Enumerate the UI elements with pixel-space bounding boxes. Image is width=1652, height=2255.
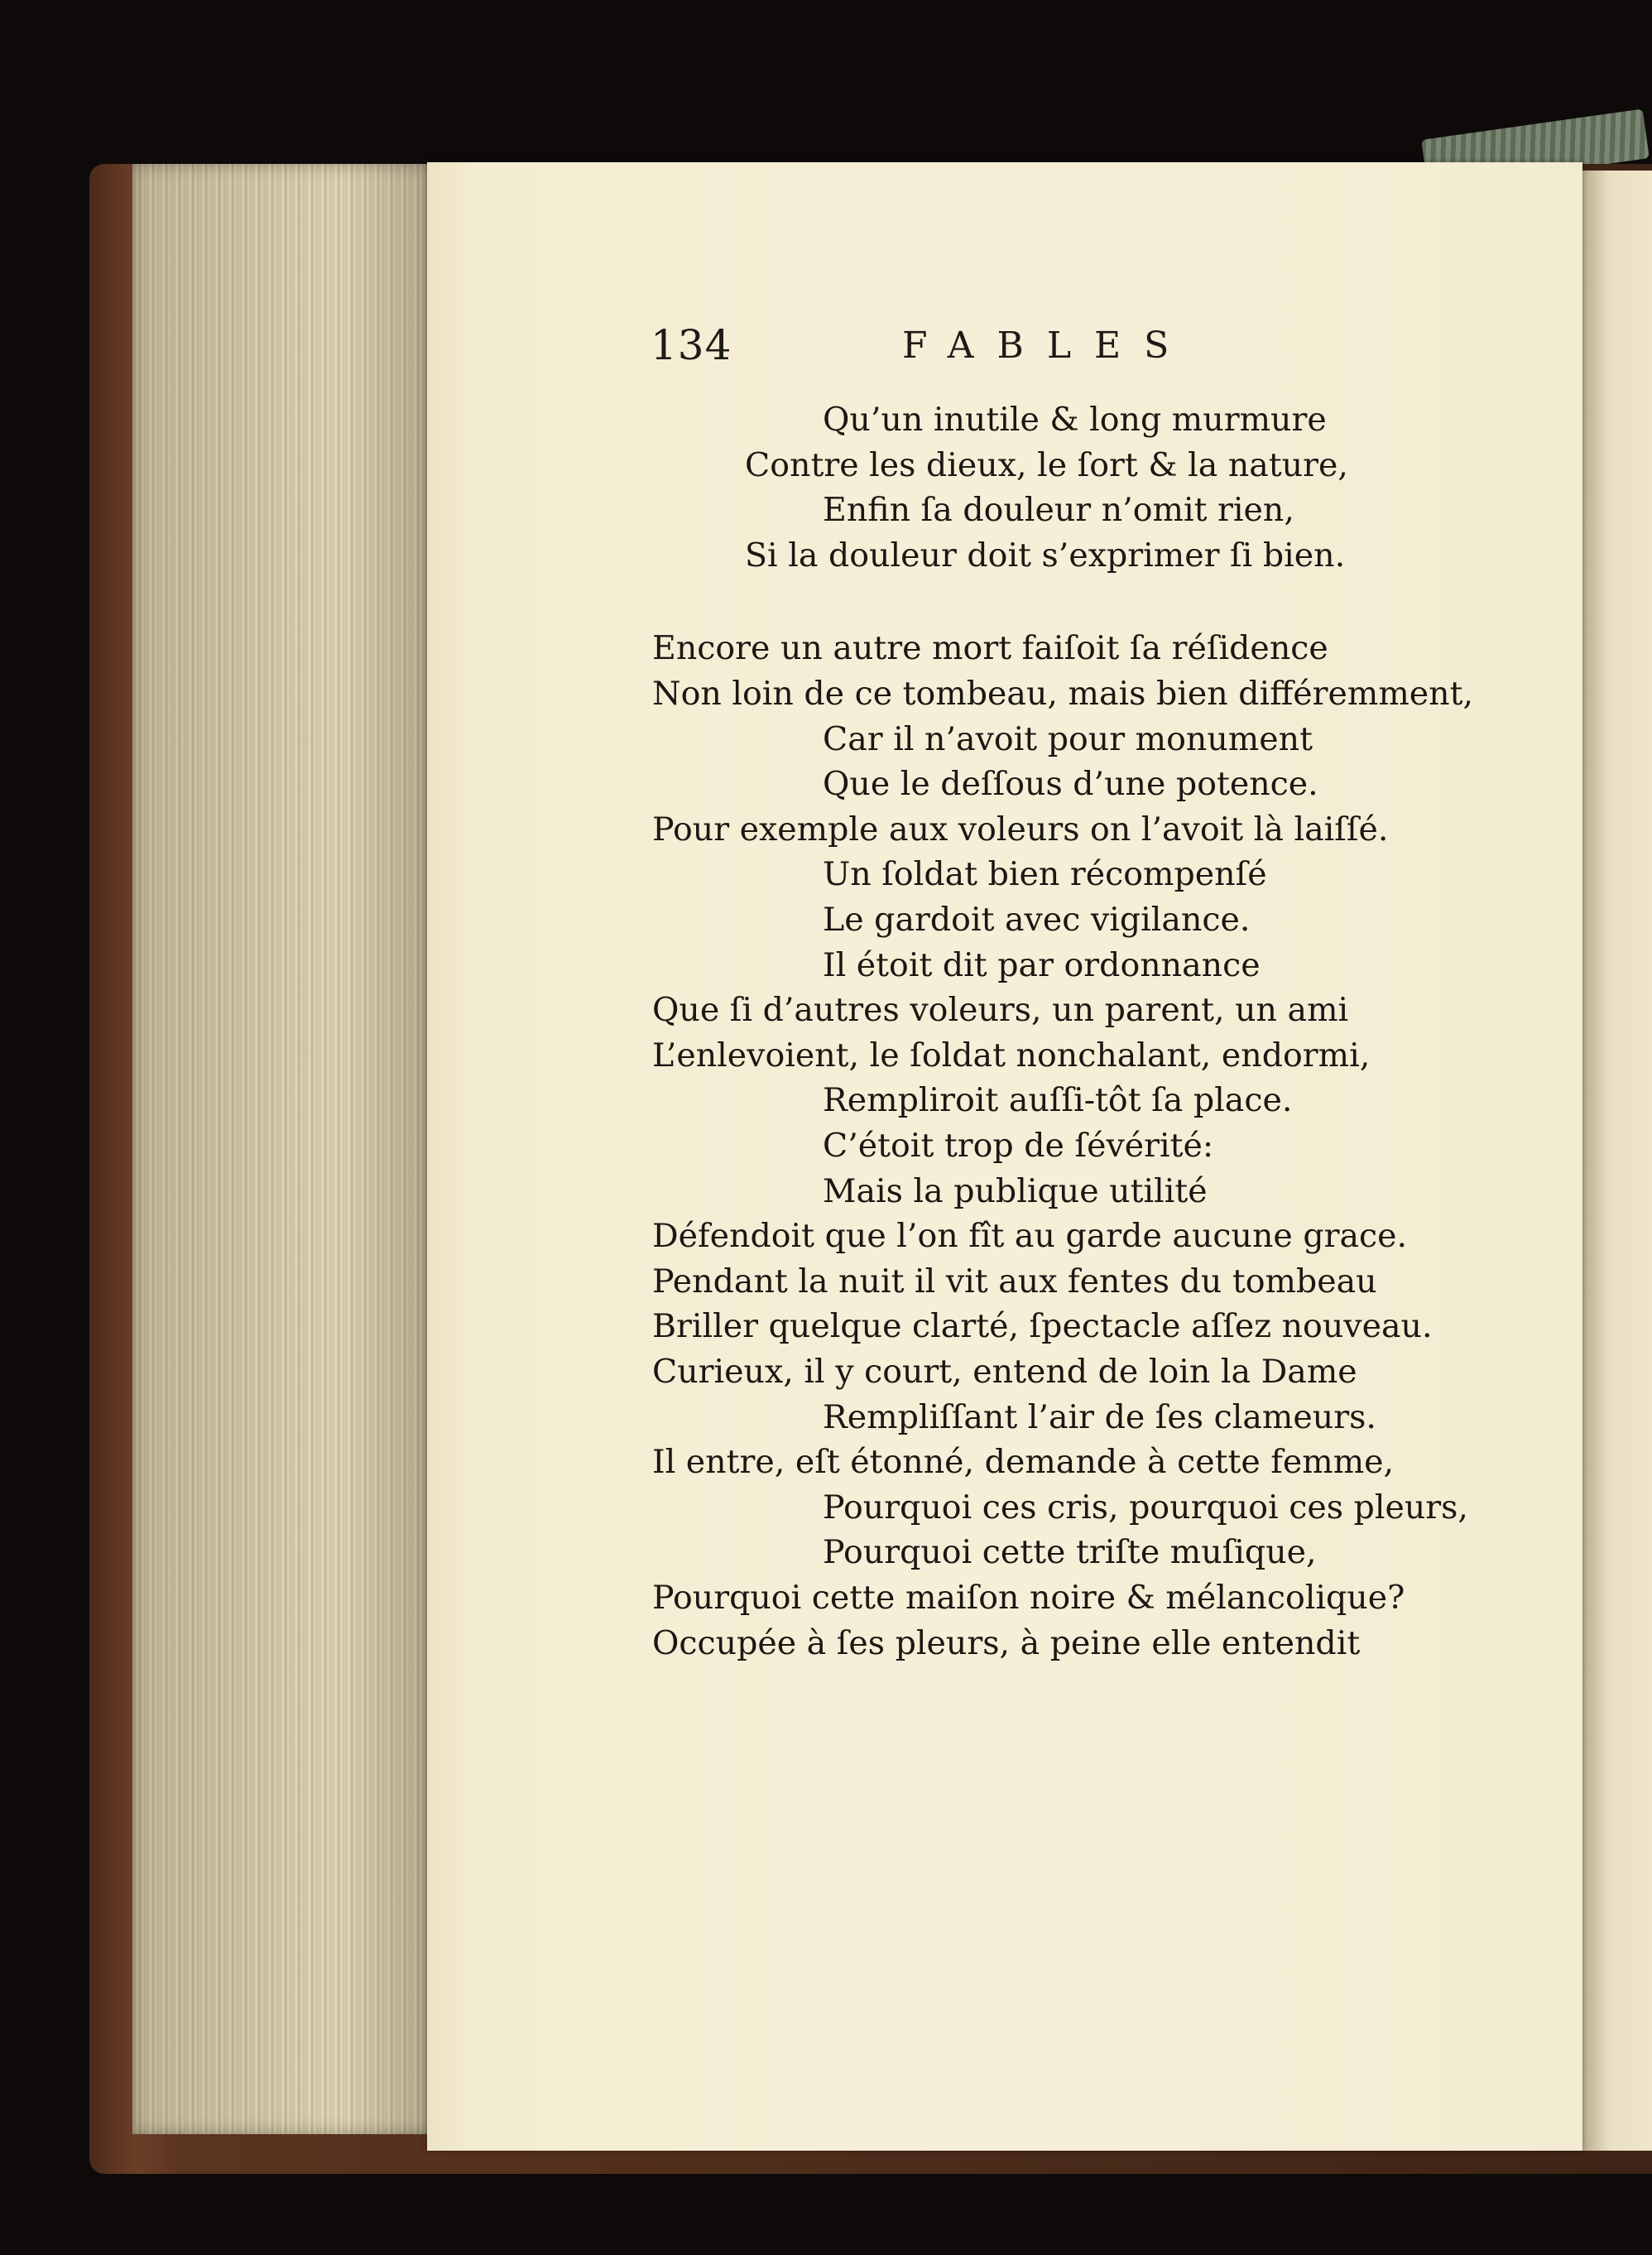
verse-line: Pendant la nuit il vit aux fentes du tombeau <box>652 1262 1377 1301</box>
verse-line: Enfin ſa douleur n’omit rien, <box>823 491 1294 530</box>
verse-line: Contre les dieux, le ſort & la nature, <box>745 445 1348 484</box>
verse-line: Pour exemple aux voleurs on l’avoit là laiſſé. <box>652 810 1389 849</box>
verse-line: Curieux, il y court, entend de loin la Dame <box>652 1353 1357 1391</box>
verse-line: Que ſi d’autres voleurs, un parent, un ami <box>652 991 1349 1030</box>
verse-line: L’enlevoient, le ſoldat nonchalant, endormi, <box>652 1036 1371 1075</box>
verse-line: Rempliroit auſſi-tôt ſa place. <box>823 1081 1293 1120</box>
verse-line: Il étoit dit par ordonnance <box>823 945 1261 984</box>
verse-line: Le gardoit avec vigilance. <box>823 901 1251 939</box>
page-number: 134 <box>651 321 732 369</box>
verse-line: Mais la publique utilité <box>823 1171 1208 1210</box>
verse-line: Un ſoldat bien récompenſé <box>823 855 1267 894</box>
facing-page-edge <box>1582 171 1652 2151</box>
running-title: FABLES <box>902 325 1193 367</box>
verse-line: Que le deſſous d’une potence. <box>823 765 1318 804</box>
verse-line: Qu’un inutile & long murmure <box>823 401 1327 439</box>
verse-line: Il entre, eſt étonné, demande à cette femme, <box>652 1443 1395 1482</box>
page-header <box>0 321 1652 379</box>
verse-line: Briller quelque clarté, ſpectacle aſſez nouveau. <box>652 1307 1433 1346</box>
verse-line: Rempliſſant l’air de ſes clameurs. <box>823 1397 1376 1436</box>
verse-line: Car il n’avoit pour monument <box>823 719 1313 758</box>
verse-line: Si la douleur doit s’exprimer ſi bien. <box>745 536 1346 575</box>
verse-line: Occupée à ſes pleurs, à peine elle entendit <box>652 1623 1361 1662</box>
verse-line: Non loin de ce tombeau, mais bien différemment, <box>652 675 1474 713</box>
verse-line: C’étoit trop de ſévérité: <box>823 1127 1214 1165</box>
verse-line: Encore un autre mort faiſoit ſa réſidence <box>652 629 1328 668</box>
verse-line: Pourquoi cette maiſon noire & mélancolique? <box>652 1579 1405 1617</box>
verse-line: Pourquoi ces cris, pourquoi ces pleurs, <box>823 1488 1468 1527</box>
page-edges <box>132 164 432 2134</box>
verse-line: Défendoit que l’on fît au garde aucune grace. <box>652 1217 1408 1256</box>
verse-line: Pourquoi cette triſte muſique, <box>823 1533 1317 1572</box>
